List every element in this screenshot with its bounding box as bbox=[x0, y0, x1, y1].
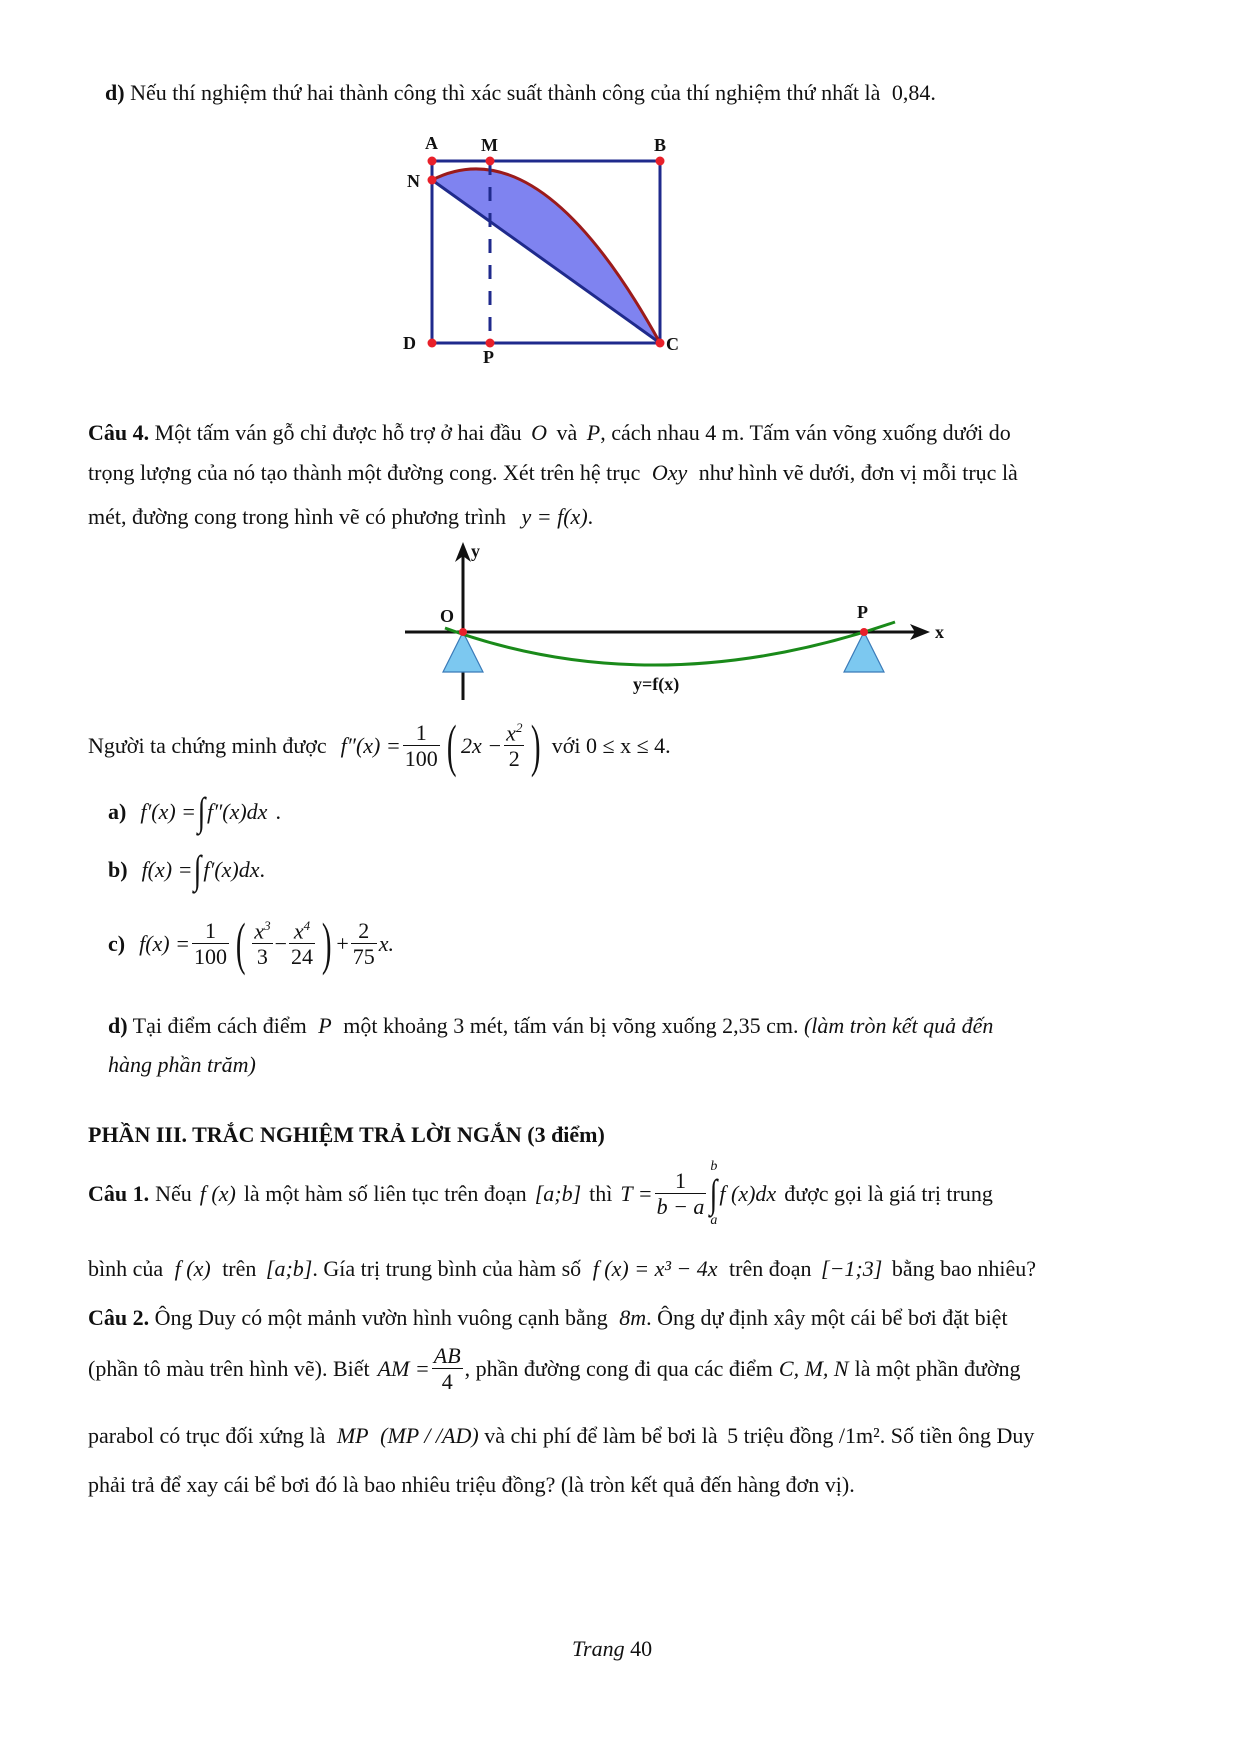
cau2-l3b: và chi phí để làm bể bơi là bbox=[484, 1423, 718, 1448]
cau4-part-d-cont bbox=[108, 1052, 256, 1078]
part-b-end: . bbox=[259, 857, 266, 882]
cau4-P: P bbox=[586, 420, 601, 445]
cau1-t3: thì bbox=[589, 1181, 613, 1206]
cau2-MPAD: (MP / /AD) bbox=[380, 1423, 479, 1448]
c-plus: + bbox=[336, 931, 349, 957]
cau4-line1 bbox=[88, 420, 1011, 446]
part-d-text2: một khoảng 3 mét, tấm ván bị võng xuống 2,35 cm. bbox=[343, 1013, 799, 1038]
label-m: M bbox=[481, 135, 498, 155]
point-a bbox=[428, 157, 437, 166]
cau4-text-1: Một tấm ván gỗ chỉ được hỗ trợ ở hai đầu bbox=[154, 420, 522, 445]
point-m bbox=[486, 157, 495, 166]
cau2-l2b: , phần đường cong đi qua các điểm bbox=[464, 1356, 773, 1382]
cau4-text-1b: , cách nhau 4 m. Tấm ván võng xuống dưới do bbox=[600, 420, 1011, 445]
cau1-integral bbox=[708, 1160, 719, 1228]
c-x4-base: x bbox=[293, 918, 304, 944]
c-paren-close: ) bbox=[321, 911, 332, 976]
o-label: O bbox=[440, 606, 455, 626]
part-a-end: . bbox=[275, 799, 281, 824]
integral-sign-a: ∫ bbox=[197, 789, 206, 834]
part-a-label: a) bbox=[108, 799, 127, 824]
cau2-l2a: (phần tô màu trên hình vẽ). Biết bbox=[88, 1356, 370, 1382]
cau1-t1: Nếu bbox=[155, 1181, 192, 1206]
c-x4-num: $x^4$ bbox=[289, 919, 315, 945]
point-n bbox=[428, 176, 437, 185]
beam-figure bbox=[395, 540, 955, 705]
cau1-label: Câu 1. bbox=[88, 1181, 150, 1206]
label-n: N bbox=[407, 171, 420, 191]
point-d bbox=[428, 339, 437, 348]
point-c bbox=[656, 339, 665, 348]
c-minus: − bbox=[274, 931, 287, 957]
cau2-MP: MP bbox=[336, 1423, 369, 1448]
c-paren-open: ( bbox=[235, 911, 246, 976]
cau4-text-2a: trọng lượng của nó tạo thành một đường cong. Xét trên hệ trục bbox=[88, 460, 641, 485]
x2-frac bbox=[504, 721, 524, 772]
x2-base: x bbox=[506, 720, 516, 746]
part3-heading bbox=[88, 1122, 605, 1148]
label-b: B bbox=[654, 135, 667, 155]
cau4-part-c bbox=[108, 911, 394, 976]
part-b-label: b) bbox=[108, 857, 128, 882]
q3d-text: Nếu thí nghiệm thứ hai thành công thì xác suất thành công của thí nghiệm thứ nhất là bbox=[130, 80, 881, 105]
q3-part-d bbox=[105, 80, 936, 106]
cau4-and: và bbox=[556, 420, 578, 445]
c-frac-1-num: 1 bbox=[192, 919, 229, 944]
cau2-l1b: . Ông dự định xây một cái bể bơi đặt biệt bbox=[646, 1305, 1008, 1330]
cau4-oxy: Oxy bbox=[651, 460, 688, 485]
proof-intro: Người ta chứng minh được bbox=[88, 733, 327, 759]
frac-num: 1 bbox=[403, 721, 440, 746]
cau1-frac-den: b − a bbox=[656, 1193, 705, 1219]
cau2-line1 bbox=[88, 1305, 1008, 1331]
cau1-l2d: trên đoạn bbox=[729, 1256, 812, 1281]
point-o bbox=[459, 628, 467, 636]
cau4-proof-line bbox=[88, 713, 671, 778]
cau4-text-2b: như hình vẽ dưới, đơn vị mỗi trục là bbox=[698, 460, 1018, 485]
x2-num: $x^2$ bbox=[506, 719, 523, 746]
label-c: C bbox=[666, 334, 679, 354]
cau1-ab: [a;b] bbox=[534, 1181, 582, 1206]
part-c-label: c) bbox=[108, 931, 126, 957]
part-d-label: d) bbox=[108, 1013, 128, 1038]
x-axis-label: x bbox=[935, 622, 944, 642]
cau4-text-3end: . bbox=[587, 504, 594, 529]
cau4-line2 bbox=[88, 460, 1018, 486]
cau2-side: 8m bbox=[619, 1305, 647, 1330]
cau4-label: Câu 4. bbox=[88, 420, 150, 445]
q3d-end: . bbox=[930, 80, 936, 105]
cau1-integrand: f (x)dx bbox=[719, 1181, 777, 1206]
cau2-l3a: parabol có trục đối xứng là bbox=[88, 1423, 326, 1448]
cau1-line1 bbox=[88, 1160, 993, 1228]
cau4-O: O bbox=[531, 420, 547, 445]
fpp-lhs: f″(x) = bbox=[340, 733, 401, 759]
x2-den: 2 bbox=[508, 746, 520, 772]
c-frac-1 bbox=[192, 919, 229, 969]
curve-label: y=f(x) bbox=[633, 674, 680, 694]
part-c-lhs: f(x) = bbox=[139, 931, 190, 957]
cau2-AM: AM = bbox=[377, 1356, 430, 1382]
cau1-frac bbox=[655, 1169, 707, 1219]
point-b bbox=[656, 157, 665, 166]
c-frac-x3 bbox=[252, 919, 272, 970]
c-x3-num: $x^3$ bbox=[254, 917, 271, 944]
cau1-fx: f (x) bbox=[199, 1181, 236, 1206]
cau1-line2 bbox=[88, 1256, 1036, 1282]
cau2-frac bbox=[432, 1344, 463, 1394]
label-d: D bbox=[403, 333, 416, 353]
cau1-l2fx: f (x) bbox=[174, 1256, 211, 1281]
paren-open: ( bbox=[446, 713, 457, 778]
part-d-note2: hàng phần trăm) bbox=[108, 1052, 256, 1077]
cau2-l4: phải trả để xay cái bể bơi đó là bao nhiêu triệu đồng? (là tròn kết quả đến hàng đơn vị). bbox=[88, 1472, 855, 1497]
c-2-num: 2 bbox=[351, 919, 377, 944]
c-x-end: x. bbox=[378, 931, 394, 957]
page-footer bbox=[572, 1636, 652, 1662]
cau2-l3c: . Số tiền ông Duy bbox=[879, 1423, 1035, 1448]
part-d-note1: (làm tròn kết quả đến bbox=[803, 1013, 994, 1038]
cau1-l2int: [−1;3] bbox=[821, 1256, 883, 1281]
part-d-P: P bbox=[318, 1013, 332, 1038]
cau2-frac-num: AB bbox=[433, 1343, 461, 1368]
cau4-equation: y = f(x) bbox=[521, 504, 588, 529]
fpp-frac bbox=[403, 721, 440, 771]
cau2-CMN: C, M, N bbox=[778, 1356, 849, 1382]
cau1-upper: b bbox=[710, 1159, 718, 1174]
cau1-lower: a bbox=[710, 1213, 718, 1228]
cau4-part-a bbox=[108, 789, 281, 834]
q3d-label: d) bbox=[105, 80, 125, 105]
c-frac-x4 bbox=[289, 919, 315, 970]
part-b-rhs: f′(x)dx bbox=[203, 857, 260, 882]
cau1-l2e: bằng bao nhiêu? bbox=[891, 1256, 1036, 1281]
footer-page-word: Trang bbox=[572, 1636, 625, 1661]
label-p: P bbox=[483, 347, 494, 365]
part-b-lhs: f(x) = bbox=[141, 857, 193, 882]
cau2-cost: 5 triệu đồng /1m² bbox=[727, 1423, 880, 1448]
cau2-l1: Ông Duy có một mảnh vườn hình vuông cạnh bằng bbox=[154, 1305, 608, 1330]
integral-sign-b: ∫ bbox=[194, 847, 202, 892]
q3d-value: 0,84 bbox=[891, 80, 931, 105]
cau1-T: T = bbox=[620, 1181, 653, 1206]
c-x3-base: x bbox=[254, 918, 265, 944]
part-d-text1: Tại điểm cách điểm bbox=[132, 1013, 307, 1038]
cau1-frac-num: 1 bbox=[655, 1169, 707, 1194]
cau1-l2c: . Gía trị trung bình của hàm số bbox=[312, 1256, 582, 1281]
label-a: A bbox=[425, 133, 438, 153]
cau4-line3 bbox=[88, 504, 593, 530]
footer-page-num: 40 bbox=[630, 1636, 653, 1661]
cau1-l2a: bình của bbox=[88, 1256, 164, 1281]
cau2-frac-den: 4 bbox=[441, 1369, 453, 1395]
frac-den: 100 bbox=[404, 746, 438, 772]
y-axis-label: y bbox=[471, 541, 480, 561]
cau1-t4: được gọi là giá trị trung bbox=[784, 1181, 993, 1206]
cau1-l2func: f (x) = x³ − 4x bbox=[592, 1256, 718, 1281]
part3-heading-text: PHẦN III. TRẮC NGHIỆM TRẢ LỜI NGẮN (3 điểm) bbox=[88, 1122, 605, 1147]
square-pool-figure bbox=[395, 125, 695, 365]
cau4-part-b bbox=[108, 847, 266, 892]
point-p-beam bbox=[860, 628, 868, 636]
c-x4-den: 24 bbox=[290, 944, 313, 970]
cau2-line4 bbox=[88, 1472, 855, 1498]
c-frac-2-75 bbox=[351, 919, 377, 969]
part-a-rhs: f″(x)dx bbox=[206, 799, 268, 824]
cau1-l2ab: [a;b] bbox=[265, 1256, 313, 1281]
c-x3-den: 3 bbox=[256, 944, 268, 970]
cau4-text-3: mét, đường cong trong hình vẽ có phương trình bbox=[88, 504, 506, 529]
beam-curve bbox=[445, 622, 895, 665]
cau1-integral-sign: ∫ bbox=[710, 1171, 718, 1216]
c-75-den: 75 bbox=[352, 944, 375, 970]
paren-close: ) bbox=[531, 713, 541, 778]
two-x: 2x − bbox=[461, 733, 503, 759]
cau2-label: Câu 2. bbox=[88, 1305, 150, 1330]
cau2-line2 bbox=[88, 1344, 1021, 1394]
c-frac-1-den: 100 bbox=[193, 944, 227, 970]
cau1-t2: là một hàm số liên tục trên đoạn bbox=[243, 1181, 527, 1206]
cau2-line3 bbox=[88, 1423, 1034, 1449]
cau2-l2c: là một phần đường bbox=[854, 1356, 1021, 1382]
cau1-l2b: trên bbox=[222, 1256, 257, 1281]
x-range: với 0 ≤ x ≤ 4. bbox=[551, 733, 671, 759]
cau4-part-d bbox=[108, 1013, 993, 1039]
p-label: P bbox=[857, 602, 868, 622]
support-right bbox=[844, 632, 884, 672]
part-a-lhs: f′(x) = bbox=[140, 799, 197, 824]
